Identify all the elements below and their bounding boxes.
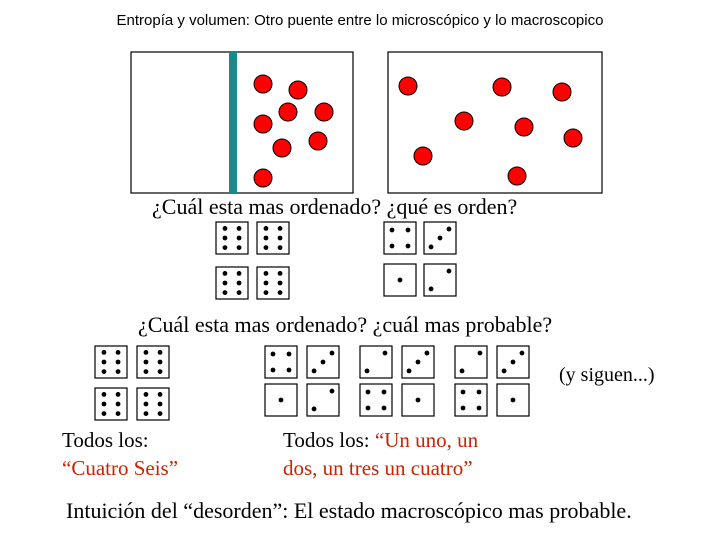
particle xyxy=(254,75,272,93)
die-face-3 xyxy=(402,346,434,378)
particle xyxy=(273,139,291,157)
particle xyxy=(455,112,473,130)
die-face-1 xyxy=(265,384,297,416)
particle xyxy=(254,169,272,187)
partition-wall xyxy=(229,52,237,193)
die-face-2 xyxy=(455,346,487,378)
die-face-1 xyxy=(402,384,434,416)
die-face-6 xyxy=(95,388,127,420)
container-expanded xyxy=(388,52,602,193)
die-face-6 xyxy=(95,346,127,378)
conclusion-text: Intuición del “desorden”: El estado macroscópico mas probable. xyxy=(66,498,632,523)
die-face-3 xyxy=(307,346,339,378)
particle xyxy=(254,115,272,133)
label-all-sixes-line2: “Cuatro Seis” xyxy=(62,456,179,480)
die-face-4 xyxy=(360,384,392,416)
label-mixed-line2: dos, un tres un cuatro” xyxy=(283,456,473,480)
particle xyxy=(309,132,327,150)
die-face-4 xyxy=(455,384,487,416)
die-face-6 xyxy=(257,222,289,254)
particle xyxy=(515,118,533,136)
die-face-3 xyxy=(497,346,529,378)
label-mixed-line1: “Un uno, un xyxy=(374,428,479,452)
particle xyxy=(315,103,333,121)
die-face-4 xyxy=(384,222,416,254)
die-face-6 xyxy=(257,267,289,299)
die-face-6 xyxy=(137,346,169,378)
question-probable: ¿Cuál esta mas ordenado? ¿cuál mas probable? xyxy=(138,312,553,337)
die-face-2 xyxy=(360,346,392,378)
particle xyxy=(279,103,297,121)
particle xyxy=(399,77,417,95)
die-face-2 xyxy=(307,384,339,416)
label-mixed-prefix: Todos los: xyxy=(283,428,375,452)
container-partitioned xyxy=(131,52,353,193)
die-face-6 xyxy=(216,222,248,254)
particle xyxy=(564,129,582,147)
die-face-4 xyxy=(265,346,297,378)
die-face-2 xyxy=(424,264,456,296)
label-all-sixes-line1: Todos los: xyxy=(62,428,149,452)
particle xyxy=(553,83,571,101)
particle xyxy=(289,81,307,99)
die-face-6 xyxy=(137,388,169,420)
label-all-sixes xyxy=(62,426,178,482)
particle xyxy=(493,78,511,96)
continuation-note: (y siguen...) xyxy=(559,364,655,386)
die-face-3 xyxy=(424,222,456,254)
die-face-1 xyxy=(384,264,416,296)
label-one-two-three-four xyxy=(283,426,478,482)
die-face-1 xyxy=(497,384,529,416)
particle xyxy=(414,147,432,165)
die-face-6 xyxy=(216,267,248,299)
question-order: ¿Cuál esta mas ordenado? ¿qué es orden? xyxy=(152,194,518,219)
particle xyxy=(508,167,526,185)
page-title: Entropía y volumen: Otro puente entre lo microscópico y lo macroscopico xyxy=(116,12,604,29)
